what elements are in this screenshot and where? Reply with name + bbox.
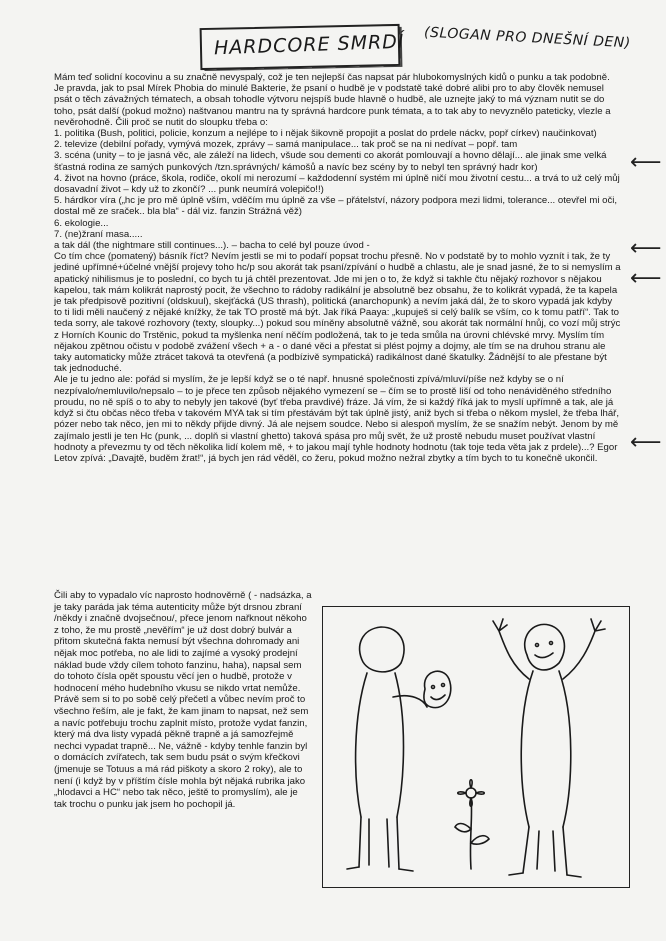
article-body <box>54 72 622 464</box>
margin-arrow-mark: ⟵ <box>630 266 662 291</box>
margin-arrow-mark: ⟵ <box>630 430 662 455</box>
paragraph-transition: a tak dál (the nightmare still continues...). – bacha to celé byl pouze úvod - <box>54 240 370 252</box>
hand-drawing <box>322 606 630 888</box>
list-item-ekologie: 6. ekologie... <box>54 217 109 229</box>
list-item-scena: 3. scéna (unity – to je jasná věc, ale záleží na lidech, všude sou dementi co akorát pomlouvají a hovno dělají... ale jinak sme velká šťastná rodina ze samých punkových /tzn.správných/ kámošů a navíc bez scény by to nebyl ten správný hadr kor) <box>54 150 607 173</box>
slogan-note: (SLOGAN PRO DNEŠNÍ DEN) <box>423 24 632 52</box>
stick-figures-illustration <box>323 607 629 887</box>
lower-column <box>54 590 312 810</box>
paragraph-intro: Mám teď solidní kocovinu a su značně nevyspalý, což je ten nejlepší čas napsat pár hlubokomyslných kidů o punku a tak podobně. Je pravda, jak to psal Mírek Phobia do minulé Bakterie, že psaní o hudbě je v podstatě také dobré alibi pro to aby člověk nemusel psát o těch závažných tématech, a obsah tohodle výtvoru nejspíš bude hlavně o hudbě, ale uznejte jaký to má význam nutit se do toho, psát další (pokud možno) naštvanou mantru na ty správná hardcore punk témata, a to tak aby to nevyznělo pateticky, vlezle a nevěrohodně. Čili proč se nutit do sloupku třeba o: <box>54 72 611 128</box>
list-item-televize: 2. televize (debilní pořady, vymývá mozek, zprávy – samá manipulace... tak proč se na ni nedívat – popř. tam <box>54 139 518 151</box>
list-item-vira: 5. hárdkor víra („hc je pro mě úplně vším, vděčím mu úplně za vše – přátelství, názory podpora mezi lidmi, tolerance... otevřel mi oči, dostal mě ze sraček.. bla bla“ - dál viz. fanzin Strážná věž) <box>54 195 618 218</box>
list-item-zivot: 4. život na hovno (práce, škola, rodiče, okolí mi nerozumí – každodenní systém mi úplně ničí mou životní cestu... a trvá to už celý můj dosavadní život – kdy už to zkončí? ... punk neumírá volepičo!!) <box>54 172 620 196</box>
paragraph-lower: Čili aby to vypadalo víc naprosto hodnověrně ( - nadsázka, a je taky paráda jak téma autenticity může být drsnou zbraní /někdy i značně dvojsečnou/, přece jenom nařknout někoho z toho, že mu prostě „nevěřím“ je už dost dobrý bulvár a přitom skutečná fakta nemusí být všechna dohromady ani nějak moc potřeba, no ale lidi to zajímé a vysoký prodejní náklad bude vždy cílem tohoto fanzinu, haha), napsal sem do tohoto čísla opět spoustu věcí jen o hudbě, protože v hodnocení mého hudebního vkusu se nikdo vrtat nemůže. Právě sem si to po sobě celý přečetl a vůbec nevím proč to všechno řeším, ale je fakt, že kam jinam to napsat, než sem a navíc potřebuju trochu zaplnit místo, protože vydat fanzin, který má dva listy vypadá pěkně trapně a já samozřejmě nechci vypadat trapně... Ne, vážně - kdyby tenhle fanzin byl o domácích zvířatech, tak sem budu psát o svým křečkovi (jmenuje se Totuus a má rád piškoty a skoro 2 roky), ale to není (i když by v příštím čísle mohla být nějaká rubrika jako „hlodavci a HC“ nebo tak něco, ještě to promyslím), ale je tak trochu o punku jak jsem ho pochopil já. <box>54 590 312 810</box>
page-title: HARDCORE SMRDÍ <box>213 30 405 60</box>
paragraph-ale: Ale je tu jedno ale: pořád si myslím, že je lepší když se o té např. hnusné společnosti zpívá/mluví/píše než kdyby se o ní nezpívalo/nemluvilo/nepsalo – to je přece ten způsob nějakého vymezení se – čím se to prostě liší od toho nenáviděného středního proudu, no ně spíš o to aby to nebyly jen takové (byť třeba pravdivé) fráze. Já vím, že si každý říká jak to myslí upřímně a tak, ale já když si čtu občas něco třeba v takovém MYA tak si tím přestávám být tak úplně jistý, aniž bych si třeba o někom myslel, že třeba lhář, pózer nebo tak něco, jen mi to někdy přijde divný. Já ale nejsem soudce. Nebo si alespoň myslím, že se snažím nebýt. Jenom by mě zajímalo jestli je ten Hc (punk, ... doplň si vlastní ghetto) taková spása pro můj svět, že už prostě nebudu muset používat vlastní hodnoty a převezmu ty od těch několika lidí kolem mě, + to jakou mají tyhle hodnoty hodnotu (tak toje teda věta jak z prdele)...? Egor Letov zpívá: „Davajtě, buděm žrat!“, já bych jen rád věděl, co žeru, pokud možno nežral zbytky a tím bych to tu konečně ukončil. <box>54 374 620 464</box>
list-item-politika: 1. politika (Bush, politici, policie, konzum a nejlépe to i nějak šikovně propojit a poslat do prdele náckv, popř církev) naučinkovat) <box>54 128 597 140</box>
margin-arrow-mark: ⟵ <box>630 236 662 261</box>
margin-arrow-mark: ⟵ <box>630 150 662 175</box>
paragraph-main: Co tím chce (pomatený) básník říct? Nevím jestli se mi to podaří popsat trochu přesně. No v podstatě by to mohlo vyznít i tak, že ty jediné upřímné+účelné vnější projevy toho hc/p sou akorát tak psaní/zpívání o hudbě a chlastu, ale je snad jasné, že to si nemyslím a apatický nihilismus je to poslední, co bych tu já chtěl prezentovat. Jde mi jen o to, že když si takhle čtu nějaký rozhovor s nějakou kapelou, tak mám kolikrát naprostý pocit, že všechno to rádoby radikální je absolutně bez obsahu, že to kolikrát vypadá, že ta kapela je tak předpisově pozitivní (oldskuul), skejťácká (US thrash), politická (anarchopunk) a nevím jaká dál, že to skoro vypadá jak kdyby to ti lidi měli naučený z nějaké knížky, že tak TO prostě má být. Jak říká Paaya: „kupuješ si celý balík se vším, co k tomu patří“. Tak to teda sorry, ale takové rozhovory (texty, sloupky...) pokud sou míněny absolutně vážně, sou akorát tak normální hnůj, co vozí můj strýc z Horních Kounic do Trstěnic, pokud ta myšlenka není něčím podložená, tak to je teda smůla na úrovni chlévské mrvy. Myslím tím nějakou zpětnou očistu v podobě zvážení všech + a - o dané věci a přestat si plést pojmy a dojmy, ale tím se na druhou stranu ale taky automaticky může ztrácet taková ta otevřená (a podbízivě sympatická) radikálnost dané škatulky. Žádnější to ale přestane být tak jednoduché. <box>54 251 621 375</box>
list-item-maso: 7. (ne)žraní masa..... <box>54 228 143 240</box>
